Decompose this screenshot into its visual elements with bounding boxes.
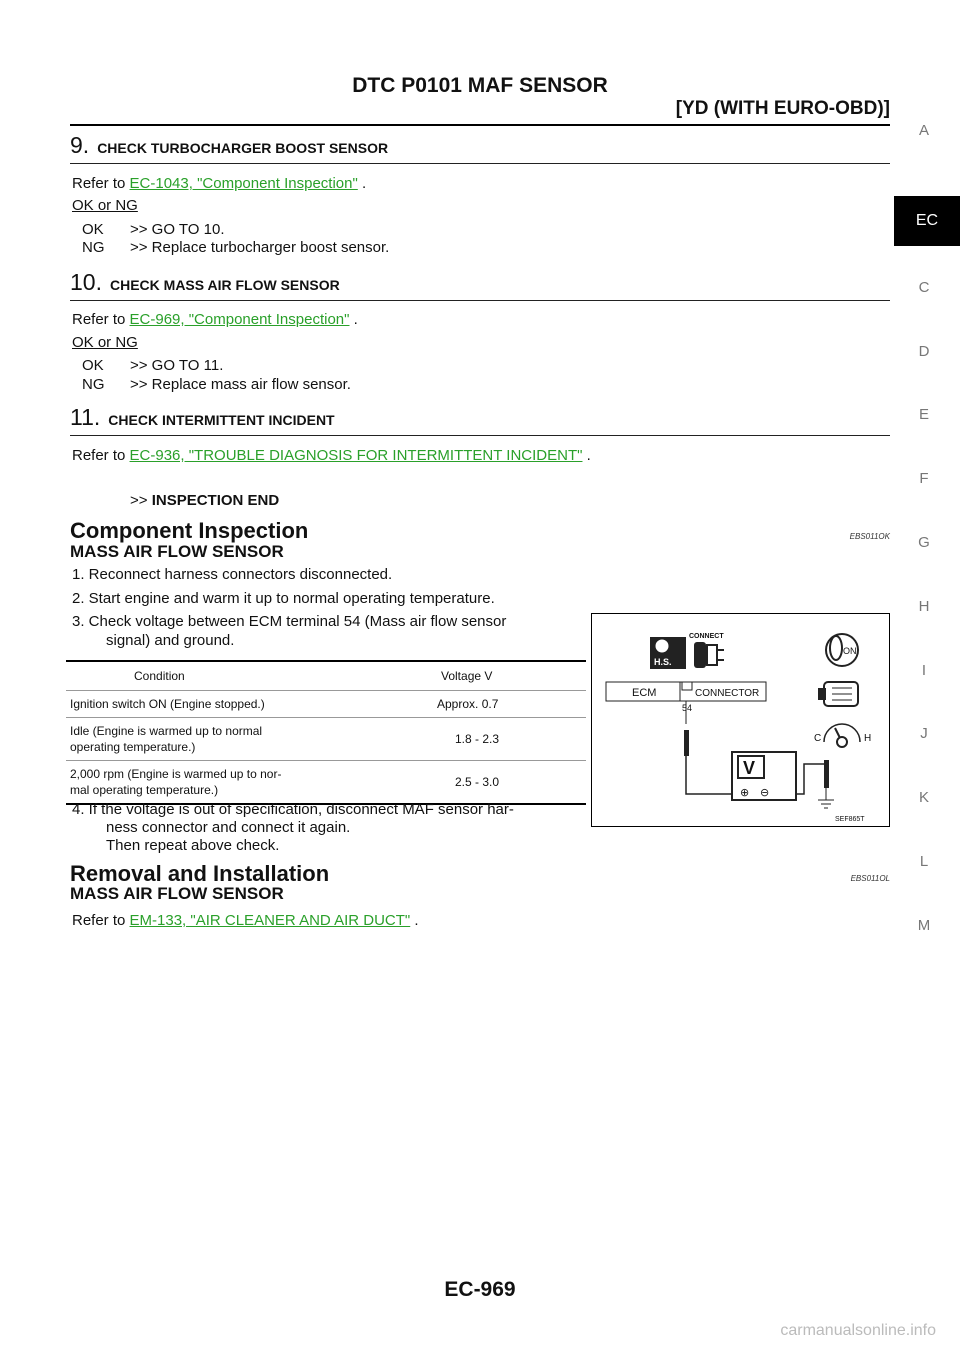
side-index-h[interactable]: H: [918, 598, 930, 615]
step-title: CHECK TURBOCHARGER BOOST SENSOR: [97, 140, 389, 156]
side-index-ec-active[interactable]: EC: [894, 196, 960, 246]
side-index-g[interactable]: G: [918, 534, 930, 551]
refer-prefix: Refer to: [72, 175, 130, 192]
table-cell-condition: Ignition switch ON (Engine stopped.): [66, 691, 393, 718]
svg-text:⊖: ⊖: [760, 786, 770, 799]
step-number: 11.: [70, 404, 101, 430]
inspection-step-4: 4. If the voltage is out of specification, disconnect MAF sensor har-: [72, 801, 514, 818]
svg-text:54: 54: [682, 703, 693, 713]
step-title: CHECK INTERMITTENT INCIDENT: [108, 412, 335, 428]
cond-line: mal operating temperature.): [70, 783, 219, 797]
svg-text:CONNECTOR: CONNECTOR: [695, 688, 760, 699]
svg-text:C: C: [814, 733, 822, 744]
svg-text:H.S.: H.S.: [654, 657, 672, 667]
result-value: >> GO TO 11.: [130, 357, 224, 374]
side-index-i[interactable]: I: [921, 662, 927, 679]
ignition-key-icon: [826, 634, 858, 666]
component-inspection-subtitle: MASS AIR FLOW SENSOR: [70, 542, 284, 561]
cond-line: operating temperature.): [70, 740, 196, 754]
svg-text:V: V: [743, 758, 756, 778]
component-inspection-title: Component Inspection: [70, 518, 309, 543]
voltmeter-icon: [732, 752, 796, 800]
svg-text:ON: ON: [843, 646, 857, 656]
inspection-step-4-cont-2: Then repeat above check.: [106, 837, 280, 854]
end-arrow: >>: [130, 492, 148, 509]
header-rule: [70, 124, 890, 126]
side-index-j[interactable]: J: [920, 725, 928, 742]
table-header-condition: Condition: [66, 661, 393, 691]
removal-link[interactable]: EM-133, "AIR CLEANER AND AIR DUCT": [129, 912, 411, 929]
side-index-d[interactable]: D: [918, 343, 930, 360]
cond-line: 2,000 rpm (Engine is warmed up to nor-: [70, 767, 282, 781]
step-10-ng-result: [82, 375, 351, 395]
inspection-end: [130, 492, 279, 509]
step-10-ok-result: [82, 356, 223, 376]
hs-icon: [650, 637, 686, 669]
step-9-refer: [72, 174, 366, 194]
engine-icon: [818, 682, 858, 706]
result-value: >> Replace mass air flow sensor.: [130, 376, 351, 393]
refer-suffix: .: [349, 311, 358, 328]
table-cell-condition: [66, 761, 393, 805]
table-cell-value: Approx. 0.7: [393, 691, 586, 718]
step-9-ok-result: [82, 220, 225, 240]
refer-suffix: .: [357, 175, 367, 192]
removal-refer: [72, 911, 419, 931]
refer-prefix: Refer to: [72, 311, 130, 328]
step-10-link[interactable]: EC-969, "Component Inspection": [129, 311, 350, 328]
component-inspection-code: EBS011OK: [849, 532, 890, 541]
end-text: INSPECTION END: [151, 492, 280, 509]
side-index-e[interactable]: E: [918, 406, 929, 423]
connect-icon: [689, 633, 724, 668]
inspection-step-4-cont-1: ness connector and connect it again.: [106, 819, 351, 836]
table-cell-value: 1.8 - 2.3: [393, 718, 586, 761]
step-11-refer: [72, 446, 591, 466]
table-row: [66, 761, 586, 805]
removal-title: Removal and Installation: [70, 861, 330, 886]
wiring-figure: [591, 613, 890, 827]
voltage-table: [66, 660, 586, 805]
result-value: >> Replace turbocharger boost sensor.: [130, 239, 390, 256]
refer-suffix: .: [410, 912, 419, 929]
ok-or-ng-label: OK or NG: [72, 334, 138, 351]
step-9-ng-result: [82, 238, 389, 258]
side-index-c[interactable]: C: [918, 279, 930, 296]
table-cell-condition: [66, 718, 393, 761]
inspection-step-3-cont: signal) and ground.: [106, 632, 235, 649]
step-number: 9.: [70, 132, 90, 158]
step-11-link[interactable]: EC-936, "TROUBLE DIAGNOSIS FOR INTERMITTENT INCIDENT": [129, 447, 583, 464]
table-row: [66, 718, 586, 761]
inspection-step-1: 1. Reconnect harness connectors disconnected.: [72, 566, 393, 583]
step-10-refer: [72, 310, 358, 330]
svg-text:ECM: ECM: [632, 687, 657, 699]
page-subtitle: [YD (WITH EURO-OBD)]: [675, 98, 890, 119]
inspection-step-3: 3. Check voltage between ECM terminal 54 (Mass air flow sensor: [72, 613, 507, 630]
svg-text:CONNECT: CONNECT: [689, 633, 724, 640]
side-index-k[interactable]: K: [918, 789, 929, 806]
wiring-diagram: [592, 614, 889, 826]
removal-subtitle: MASS AIR FLOW SENSOR: [70, 884, 284, 903]
result-key: OK: [82, 357, 104, 374]
cond-line: Idle (Engine is warmed up to normal: [70, 724, 263, 738]
ok-or-ng-label: OK or NG: [72, 197, 138, 214]
svg-text:H: H: [864, 733, 872, 744]
inspection-step-2: 2. Start engine and warm it up to normal operating temperature.: [72, 590, 495, 607]
table-header-voltage: Voltage V: [393, 661, 586, 691]
refer-prefix: Refer to: [72, 912, 130, 929]
watermark: carmanualsonline.info: [780, 1322, 936, 1339]
result-key: NG: [82, 239, 105, 256]
page-number: EC-969: [444, 1278, 516, 1301]
step-9-link[interactable]: EC-1043, "Component Inspection": [129, 175, 358, 192]
result-key: NG: [82, 376, 105, 393]
side-index-m[interactable]: M: [917, 917, 931, 934]
step-10-heading: [70, 269, 890, 301]
refer-suffix: .: [582, 447, 591, 464]
step-title: CHECK MASS AIR FLOW SENSOR: [109, 277, 340, 293]
table-cell-value: 2.5 - 3.0: [393, 761, 586, 805]
table-row: [66, 691, 586, 718]
table-header-row: [66, 661, 586, 691]
temperature-gauge-icon: [814, 724, 871, 747]
svg-text:⊕: ⊕: [740, 786, 750, 799]
side-index-a[interactable]: A: [918, 122, 929, 139]
result-key: OK: [82, 221, 104, 238]
page-title: DTC P0101 MAF SENSOR: [352, 74, 608, 97]
step-number: 10.: [70, 269, 102, 295]
result-value: >> GO TO 10.: [130, 221, 225, 238]
side-index-l[interactable]: L: [919, 853, 929, 870]
refer-prefix: Refer to: [72, 447, 130, 464]
step-11-heading: [70, 404, 890, 436]
step-9-heading: [70, 132, 890, 164]
removal-code: EBS011OL: [850, 874, 890, 883]
side-index-f[interactable]: F: [919, 470, 929, 487]
figure-code: SEF865T: [835, 816, 865, 823]
